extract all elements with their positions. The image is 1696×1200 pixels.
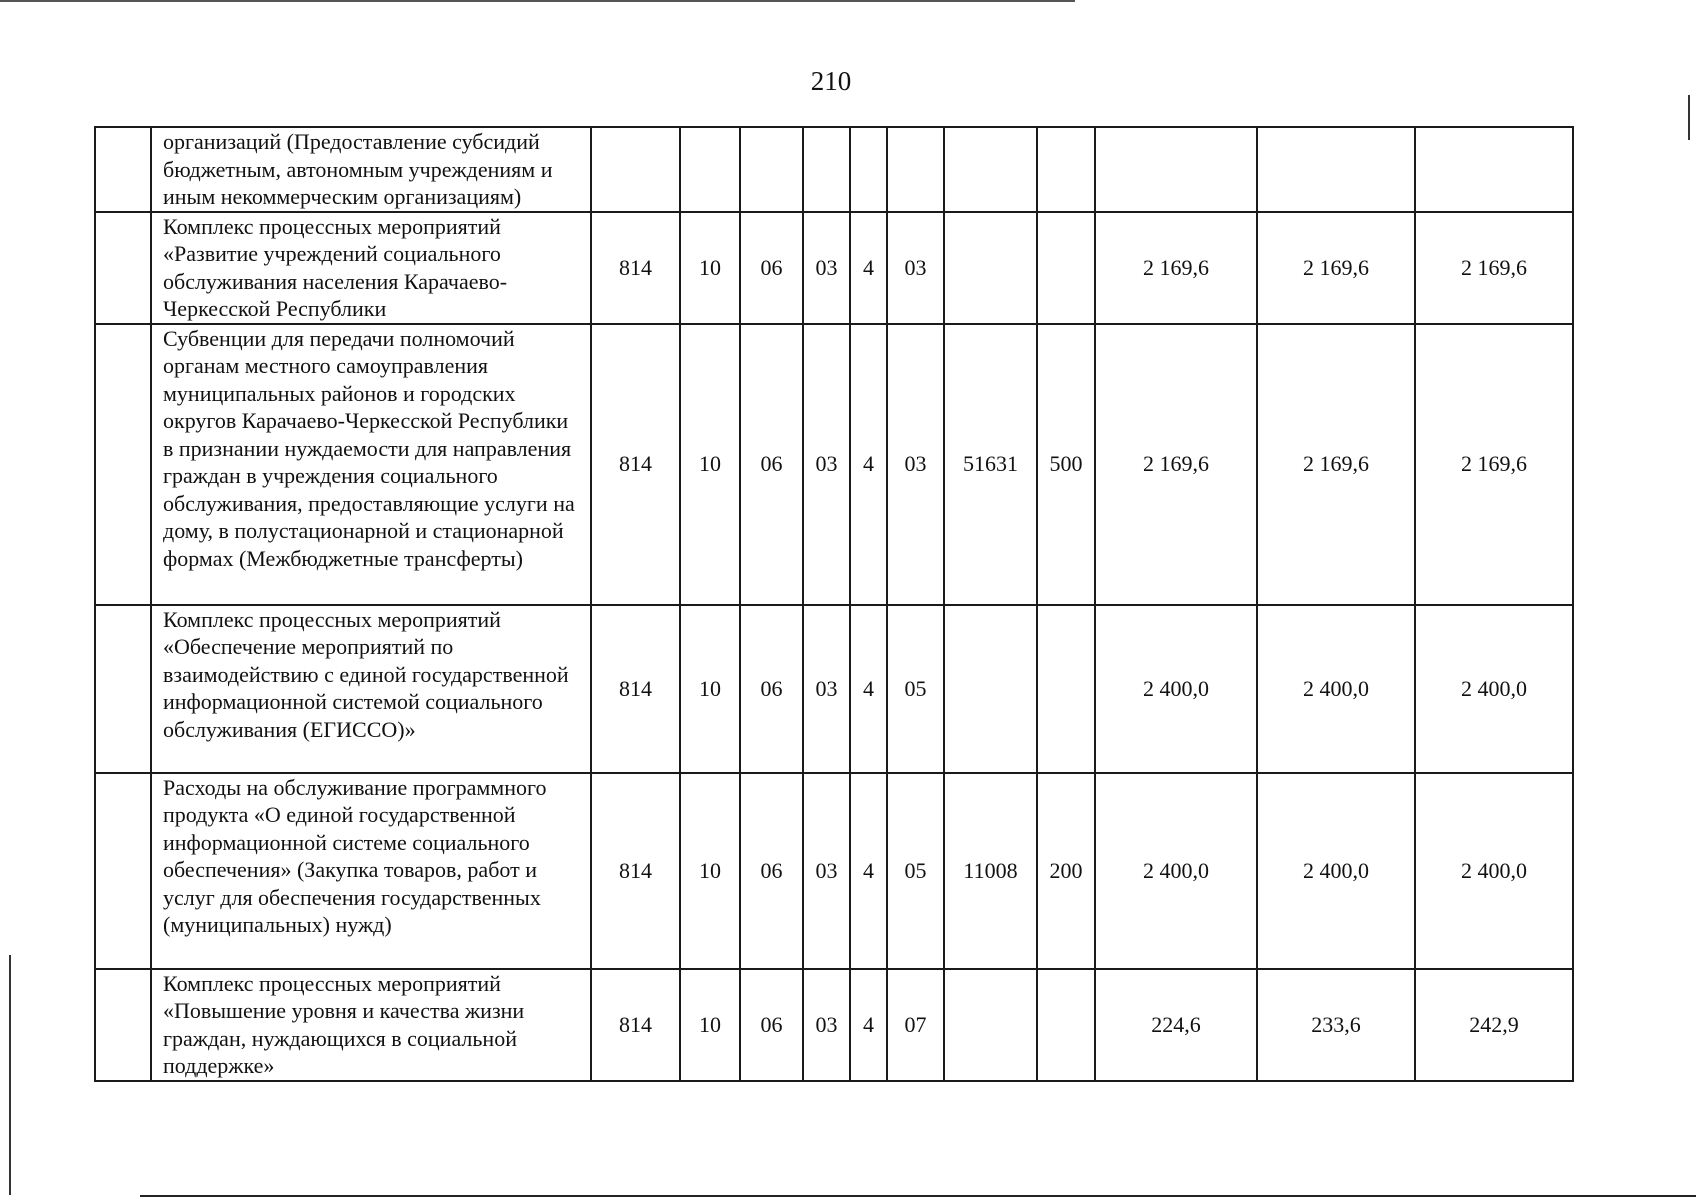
code-cell: 05 bbox=[887, 773, 944, 969]
sum-cell: 2 169,6 bbox=[1415, 324, 1573, 605]
sum-cell: 2 169,6 bbox=[1257, 324, 1415, 605]
code-cell: 03 bbox=[803, 212, 850, 324]
code-cell bbox=[740, 127, 803, 212]
row-number-cell bbox=[95, 605, 151, 773]
table-row bbox=[95, 969, 1573, 1081]
sum-cell: 2 400,0 bbox=[1415, 605, 1573, 773]
code-cell: 200 bbox=[1037, 773, 1095, 969]
code-cell bbox=[803, 127, 850, 212]
code-cell: 06 bbox=[740, 773, 803, 969]
sum-cell: 2 169,6 bbox=[1095, 324, 1257, 605]
sum-cell: 242,9 bbox=[1415, 969, 1573, 1081]
code-cell: 03 bbox=[887, 212, 944, 324]
row-name-cell: Комплекс процессных мероприятий «Обеспечение мероприятий по взаимодействию с единой государственной информационной системой социального обслуживания (ЕГИССО)» bbox=[151, 605, 591, 773]
scan-edge-top bbox=[0, 0, 1075, 2]
sum-cell: 2 400,0 bbox=[1415, 773, 1573, 969]
code-cell: 51631 bbox=[944, 324, 1037, 605]
sum-cell: 2 400,0 bbox=[1257, 605, 1415, 773]
code-cell: 814 bbox=[591, 605, 680, 773]
code-cell bbox=[1037, 127, 1095, 212]
code-cell: 814 bbox=[591, 324, 680, 605]
row-name-cell: Расходы на обслуживание программного продукта «О единой государственной информационной системе социального обеспечения» (Закупка товаров, работ и услуг для обеспечения государственных (муниципальных) нужд) bbox=[151, 773, 591, 969]
row-number-cell bbox=[95, 212, 151, 324]
code-cell bbox=[944, 212, 1037, 324]
sum-cell bbox=[1415, 127, 1573, 212]
code-cell: 06 bbox=[740, 324, 803, 605]
sum-cell: 2 169,6 bbox=[1257, 212, 1415, 324]
table-row bbox=[95, 324, 1573, 605]
row-number-cell bbox=[95, 324, 151, 605]
code-cell: 4 bbox=[850, 773, 887, 969]
row-name-cell: Комплекс процессных мероприятий «Повышение уровня и качества жизни граждан, нуждающихся в социальной поддержке» bbox=[151, 969, 591, 1081]
row-number-cell bbox=[95, 773, 151, 969]
code-cell: 03 bbox=[803, 773, 850, 969]
row-name-cell: Субвенции для передачи полномочий органам местного самоуправления муниципальных районов и городских округов Карачаево-Черкесской Республики в признании нуждаемости для направления граждан в учреждения социального обслуживания, предоставляющие услуги на дому, в полустационарной и стационарной формах (Межбюджетные трансферты) bbox=[151, 324, 591, 605]
row-number-cell bbox=[95, 969, 151, 1081]
code-cell: 06 bbox=[740, 212, 803, 324]
code-cell: 07 bbox=[887, 969, 944, 1081]
sum-cell: 2 400,0 bbox=[1095, 773, 1257, 969]
code-cell: 06 bbox=[740, 969, 803, 1081]
code-cell: 03 bbox=[887, 324, 944, 605]
table-row bbox=[95, 605, 1573, 773]
scan-edge-bottom bbox=[140, 1195, 1696, 1197]
code-cell: 10 bbox=[680, 773, 740, 969]
code-cell bbox=[944, 127, 1037, 212]
code-cell: 05 bbox=[887, 605, 944, 773]
budget-table bbox=[94, 126, 1574, 1082]
code-cell bbox=[887, 127, 944, 212]
code-cell: 06 bbox=[740, 605, 803, 773]
code-cell bbox=[680, 127, 740, 212]
code-cell: 500 bbox=[1037, 324, 1095, 605]
code-cell: 814 bbox=[591, 773, 680, 969]
code-cell: 11008 bbox=[944, 773, 1037, 969]
sum-cell bbox=[1257, 127, 1415, 212]
row-name-cell: Комплекс процессных мероприятий «Развитие учреждений социального обслуживания населения Карачаево-Черкесской Республики bbox=[151, 212, 591, 324]
code-cell bbox=[591, 127, 680, 212]
code-cell: 4 bbox=[850, 212, 887, 324]
sum-cell bbox=[1095, 127, 1257, 212]
page-number: 210 bbox=[810, 66, 852, 96]
code-cell: 10 bbox=[680, 212, 740, 324]
sum-cell: 2 169,6 bbox=[1095, 212, 1257, 324]
code-cell bbox=[850, 127, 887, 212]
sum-cell: 2 400,0 bbox=[1095, 605, 1257, 773]
code-cell: 4 bbox=[850, 324, 887, 605]
sum-cell: 2 169,6 bbox=[1415, 212, 1573, 324]
table-row bbox=[95, 212, 1573, 324]
code-cell: 10 bbox=[680, 324, 740, 605]
code-cell bbox=[1037, 605, 1095, 773]
row-name-cell: организаций (Предоставление субсидий бюджетным, автономным учреждениям и иным некоммерческим организациям) bbox=[151, 127, 591, 212]
code-cell: 03 bbox=[803, 324, 850, 605]
table-row bbox=[95, 127, 1573, 212]
code-cell bbox=[944, 969, 1037, 1081]
code-cell: 03 bbox=[803, 605, 850, 773]
sum-cell: 2 400,0 bbox=[1257, 773, 1415, 969]
row-number-cell bbox=[95, 127, 151, 212]
code-cell bbox=[944, 605, 1037, 773]
code-cell: 4 bbox=[850, 605, 887, 773]
code-cell: 814 bbox=[591, 212, 680, 324]
code-cell: 10 bbox=[680, 605, 740, 773]
sum-cell: 224,6 bbox=[1095, 969, 1257, 1081]
scan-edge-right bbox=[1688, 95, 1690, 140]
code-cell bbox=[1037, 969, 1095, 1081]
sum-cell: 233,6 bbox=[1257, 969, 1415, 1081]
code-cell bbox=[1037, 212, 1095, 324]
code-cell: 03 bbox=[803, 969, 850, 1081]
code-cell: 10 bbox=[680, 969, 740, 1081]
code-cell: 814 bbox=[591, 969, 680, 1081]
code-cell: 4 bbox=[850, 969, 887, 1081]
scan-edge-left bbox=[9, 955, 11, 1195]
table-row bbox=[95, 773, 1573, 969]
